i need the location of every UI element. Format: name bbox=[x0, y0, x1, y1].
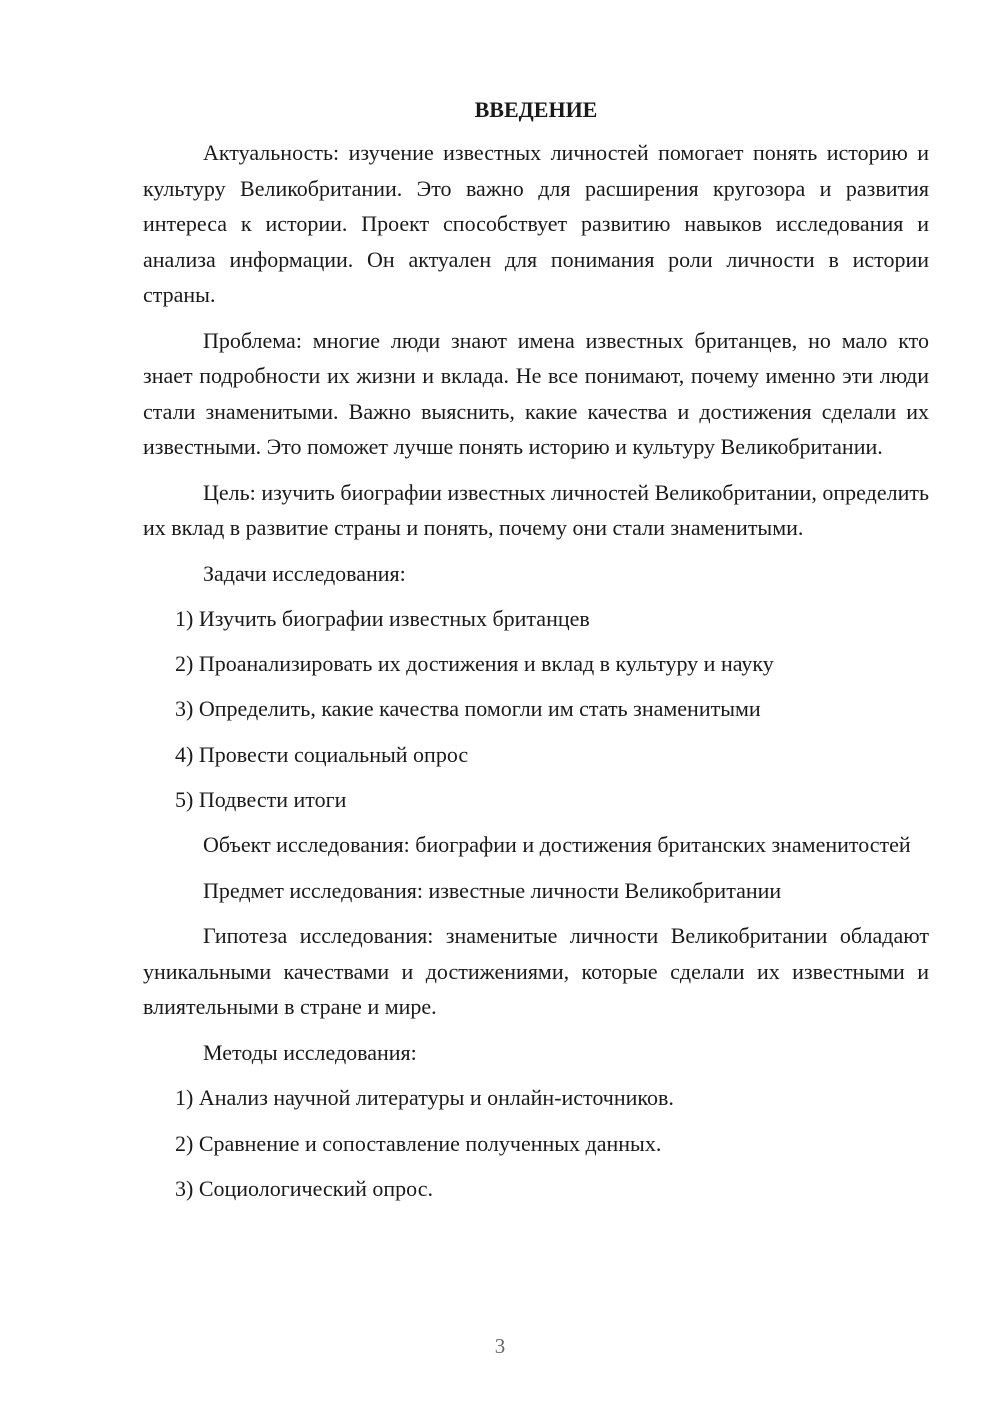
subject-paragraph: Предмет исследования: известные личности Великобритании bbox=[203, 877, 782, 903]
task-item: 5) Подвести итоги bbox=[175, 786, 347, 812]
document-page bbox=[143, 92, 929, 1206]
object-paragraph: Объект исследования: биографии и достижения британских знаменитостей bbox=[203, 832, 911, 858]
page-number: 3 bbox=[494, 1334, 506, 1358]
method-item: 2) Сравнение и сопоставление полученных данных. bbox=[175, 1130, 662, 1156]
hypothesis-paragraph: Гипотеза исследования: знаменитые личности Великобритании обладают уникальными качествами и достижениями, которые сделали их известными и влиятельными в стране и мире. bbox=[143, 923, 929, 1020]
task-item: 3) Определить, какие качества помогли им стать знаменитыми bbox=[175, 696, 761, 722]
relevance-paragraph: Актуальность: изучение известных личностей помогает понять историю и культуру Великобритании. Это важно для расширения кругозора и развития интереса к истории. Проект способствует развитию навыков исследования и анализа информации. Он актуален для понимания роли личности в истории страны. bbox=[143, 140, 929, 307]
task-item: 1) Изучить биографии известных британцев bbox=[175, 605, 590, 631]
methods-list bbox=[143, 1080, 929, 1206]
task-item: 4) Провести социальный опрос bbox=[175, 741, 469, 767]
methods-heading: Методы исследования: bbox=[203, 1039, 417, 1065]
problem-paragraph: Проблема: многие люди знают имена известных британцев, но мало кто знает подробности их жизни и вклада. Не все понимают, почему именно эти люди стали знаменитыми. Важно выяснить, какие качества и достижения сделали их известными. Это поможет лучше понять историю и культуру Великобритании. bbox=[143, 327, 929, 459]
tasks-list bbox=[143, 601, 929, 818]
method-item: 3) Социологический опрос. bbox=[175, 1175, 433, 1201]
method-item: 1) Анализ научной литературы и онлайн-источников. bbox=[175, 1085, 674, 1111]
tasks-heading: Задачи исследования: bbox=[203, 560, 406, 586]
task-item: 2) Проанализировать их достижения и вклад в культуру и науку bbox=[175, 651, 774, 677]
page-title: ВВЕДЕНИЕ bbox=[474, 97, 598, 122]
goal-paragraph: Цель: изучить биографии известных личностей Великобритании, определить их вклад в развитие страны и понять, почему они стали знаменитыми. bbox=[143, 479, 929, 540]
